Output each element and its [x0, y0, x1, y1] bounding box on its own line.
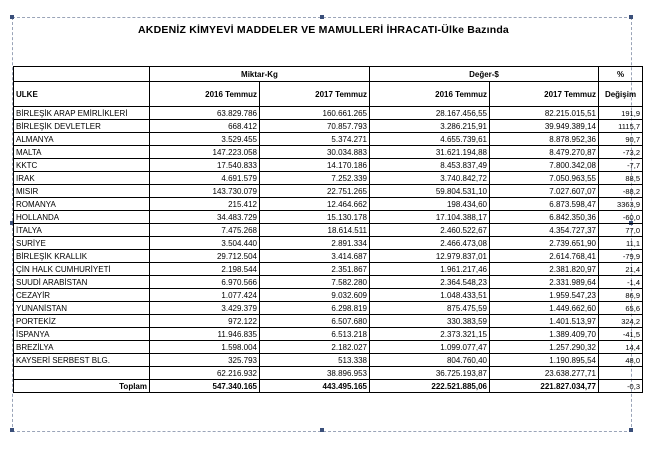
table-row [14, 211, 643, 224]
kg-2017-cell: 160.661.265 [260, 107, 370, 120]
header-kg-2017: 2017 Temmuz [260, 82, 370, 107]
usd-2017-cell: 1.389.409,70 [490, 328, 599, 341]
table-row [14, 146, 643, 159]
table-row [14, 302, 643, 315]
resize-handle-top-right[interactable] [629, 15, 633, 19]
change-cell: -41,5 [599, 328, 643, 341]
header-ulke: ULKE [14, 82, 150, 107]
usd-2016-cell: 1.048.433,51 [370, 289, 490, 302]
kg-2017-cell: 513.338 [260, 354, 370, 367]
usd-2017-cell: 1.401.513,97 [490, 315, 599, 328]
change-cell [599, 367, 643, 380]
usd-2016-cell: 2.373.321,15 [370, 328, 490, 341]
kg-2017-cell: 14.170.186 [260, 159, 370, 172]
usd-2016-cell: 1.099.077,47 [370, 341, 490, 354]
country-cell: BREZİLYA [14, 341, 150, 354]
kg-2017-cell: 2.182.027 [260, 341, 370, 354]
country-cell: MALTA [14, 146, 150, 159]
resize-handle-bottom-mid[interactable] [320, 428, 324, 432]
usd-2017-cell: 2.739.651,90 [490, 237, 599, 250]
usd-2017-cell: 1.257.290,32 [490, 341, 599, 354]
kg-2017-cell: 7.582.280 [260, 276, 370, 289]
kg-2017-cell: 22.751.265 [260, 185, 370, 198]
change-cell: 324,2 [599, 315, 643, 328]
header-usd-2017: 2017 Temmuz [490, 82, 599, 107]
usd-2016-cell: 2.460.522,67 [370, 224, 490, 237]
usd-2016-cell: 3.740.842,72 [370, 172, 490, 185]
change-cell: 86,9 [599, 289, 643, 302]
country-cell: ROMANYA [14, 198, 150, 211]
kg-2016-cell: 2.198.544 [150, 263, 260, 276]
table-row [14, 198, 643, 211]
usd-2017-cell: 1.959.547,23 [490, 289, 599, 302]
usd-2017-cell: 1.449.662,60 [490, 302, 599, 315]
kg-2017-cell: 12.464.662 [260, 198, 370, 211]
header-usd-2016: 2016 Temmuz [370, 82, 490, 107]
table-row [14, 185, 643, 198]
country-cell: İTALYA [14, 224, 150, 237]
table-row [14, 133, 643, 146]
usd-2016-cell: 804.760,40 [370, 354, 490, 367]
usd-2016-cell: 2.364.548,23 [370, 276, 490, 289]
kg-2017-cell: 5.374.271 [260, 133, 370, 146]
kg-2017-cell: 70.857.793 [260, 120, 370, 133]
country-cell: CEZAYİR [14, 289, 150, 302]
table-row [14, 328, 643, 341]
kg-2017-cell: 9.032.609 [260, 289, 370, 302]
usd-2016-cell: 3.286.215,91 [370, 120, 490, 133]
usd-2017-cell: 7.050.963,55 [490, 172, 599, 185]
header-deger: Değer-$ [370, 67, 599, 82]
usd-2016-cell: 17.104.388,17 [370, 211, 490, 224]
kg-2016-cell: 215.412 [150, 198, 260, 211]
kg-2017-cell: 38.896.953 [260, 367, 370, 380]
kg-2016-cell: 4.691.579 [150, 172, 260, 185]
header-miktar: Miktar-Kg [150, 67, 370, 82]
table-row [14, 341, 643, 354]
country-cell: IRAK [14, 172, 150, 185]
country-cell: İSPANYA [14, 328, 150, 341]
usd-2017-cell: 2.381.820,97 [490, 263, 599, 276]
kg-2017-cell: 6.507.680 [260, 315, 370, 328]
country-cell: SURİYE [14, 237, 150, 250]
change-cell: 21,4 [599, 263, 643, 276]
change-cell: 90,7 [599, 133, 643, 146]
total-usd-2016: 222.521.885,06 [370, 380, 490, 393]
usd-2016-cell: 31.621.194,88 [370, 146, 490, 159]
country-cell: MISIR [14, 185, 150, 198]
kg-2016-cell: 34.483.729 [150, 211, 260, 224]
usd-2017-cell: 7.027.607,07 [490, 185, 599, 198]
table-row [14, 354, 643, 367]
total-label: Toplam [14, 380, 150, 393]
change-cell: 11,1 [599, 237, 643, 250]
resize-handle-top-left[interactable] [10, 15, 14, 19]
kg-2017-cell: 2.891.334 [260, 237, 370, 250]
kg-2017-cell: 3.414.687 [260, 250, 370, 263]
header-percent: % [599, 67, 643, 82]
usd-2016-cell: 4.655.739,61 [370, 133, 490, 146]
change-cell: 88,5 [599, 172, 643, 185]
table-row [14, 250, 643, 263]
change-cell: -60,0 [599, 211, 643, 224]
kg-2017-cell: 6.513.218 [260, 328, 370, 341]
country-cell: ÇİN HALK CUMHURİYETİ [14, 263, 150, 276]
table-row [14, 315, 643, 328]
usd-2016-cell: 59.804.531,10 [370, 185, 490, 198]
table-row [14, 107, 643, 120]
kg-2016-cell: 3.429.379 [150, 302, 260, 315]
usd-2016-cell: 198.434,60 [370, 198, 490, 211]
table-row [14, 120, 643, 133]
header-group-row [14, 67, 643, 82]
kg-2016-cell: 11.946.835 [150, 328, 260, 341]
usd-2017-cell: 23.638.277,71 [490, 367, 599, 380]
country-cell: PORTEKİZ [14, 315, 150, 328]
kg-2016-cell: 972.122 [150, 315, 260, 328]
usd-2017-cell: 2.331.989,64 [490, 276, 599, 289]
table-row [14, 367, 643, 380]
country-cell: BİRLEŞİK KRALLIK [14, 250, 150, 263]
kg-2016-cell: 1.598.004 [150, 341, 260, 354]
kg-2017-cell: 30.034.883 [260, 146, 370, 159]
change-cell: -7,7 [599, 159, 643, 172]
change-cell: -1,4 [599, 276, 643, 289]
usd-2017-cell: 8.479.270,87 [490, 146, 599, 159]
kg-2016-cell: 143.730.079 [150, 185, 260, 198]
resize-handle-bottom-left[interactable] [10, 428, 14, 432]
usd-2017-cell: 39.949.389,14 [490, 120, 599, 133]
usd-2016-cell: 875.475,59 [370, 302, 490, 315]
total-change: -0,3 [599, 380, 643, 393]
usd-2017-cell: 6.842.350,36 [490, 211, 599, 224]
kg-2016-cell: 147.223.058 [150, 146, 260, 159]
kg-2017-cell: 2.351.867 [260, 263, 370, 276]
country-cell: KKTC [14, 159, 150, 172]
header-degisim: Değişim [599, 82, 643, 107]
table-row [14, 159, 643, 172]
table-row [14, 237, 643, 250]
usd-2016-cell: 330.383,59 [370, 315, 490, 328]
usd-2017-cell: 2.614.768,41 [490, 250, 599, 263]
country-cell: BİRLEŞİK ARAP EMİRLİKLERİ [14, 107, 150, 120]
table-row [14, 276, 643, 289]
change-cell: 1115,7 [599, 120, 643, 133]
change-cell: 14,4 [599, 341, 643, 354]
usd-2016-cell: 1.961.217,46 [370, 263, 490, 276]
usd-2016-cell: 8.453.837,49 [370, 159, 490, 172]
total-kg-2016: 547.340.165 [150, 380, 260, 393]
usd-2017-cell: 4.354.727,37 [490, 224, 599, 237]
kg-2017-cell: 7.252.339 [260, 172, 370, 185]
kg-2016-cell: 29.712.504 [150, 250, 260, 263]
change-cell: 3363,9 [599, 198, 643, 211]
header-blank [14, 67, 150, 82]
change-cell: -88,2 [599, 185, 643, 198]
country-cell: YUNANİSTAN [14, 302, 150, 315]
country-cell: SUUDİ ARABİSTAN [14, 276, 150, 289]
country-cell [14, 367, 150, 380]
usd-2017-cell: 8.878.952,36 [490, 133, 599, 146]
usd-2016-cell: 28.167.456,55 [370, 107, 490, 120]
table-row [14, 224, 643, 237]
change-cell: -73,2 [599, 146, 643, 159]
table-row [14, 263, 643, 276]
kg-2016-cell: 62.216.932 [150, 367, 260, 380]
country-cell: ALMANYA [14, 133, 150, 146]
country-cell: BİRLEŞİK DEVLETLER [14, 120, 150, 133]
usd-2016-cell: 36.725.193,87 [370, 367, 490, 380]
kg-2016-cell: 7.475.268 [150, 224, 260, 237]
export-table [13, 66, 643, 393]
kg-2016-cell: 668.412 [150, 120, 260, 133]
country-cell: KAYSERİ SERBEST BLG. [14, 354, 150, 367]
header-row [14, 82, 643, 107]
usd-2017-cell: 1.190.895,54 [490, 354, 599, 367]
kg-2016-cell: 17.540.833 [150, 159, 260, 172]
table-title: AKDENİZ KİMYEVİ MADDELER VE MAMULLERİ İHRACATI-Ülke Bazında [138, 24, 509, 36]
change-cell: -79,9 [599, 250, 643, 263]
kg-2016-cell: 325.793 [150, 354, 260, 367]
kg-2016-cell: 6.970.566 [150, 276, 260, 289]
kg-2016-cell: 63.829.786 [150, 107, 260, 120]
change-cell: 48,0 [599, 354, 643, 367]
usd-2017-cell: 6.873.598,47 [490, 198, 599, 211]
usd-2017-cell: 7.800.342,08 [490, 159, 599, 172]
kg-2017-cell: 6.298.819 [260, 302, 370, 315]
header-kg-2016: 2016 Temmuz [150, 82, 260, 107]
usd-2016-cell: 12.979.837,01 [370, 250, 490, 263]
usd-2016-cell: 2.466.473,08 [370, 237, 490, 250]
kg-2016-cell: 3.504.440 [150, 237, 260, 250]
table-row [14, 289, 643, 302]
change-cell: 65,6 [599, 302, 643, 315]
change-cell: 191,9 [599, 107, 643, 120]
kg-2017-cell: 15.130.178 [260, 211, 370, 224]
kg-2016-cell: 1.077.424 [150, 289, 260, 302]
total-usd-2017: 221.827.034,77 [490, 380, 599, 393]
resize-handle-top-mid[interactable] [320, 15, 324, 19]
change-cell: 77,0 [599, 224, 643, 237]
usd-2017-cell: 82.215.015,51 [490, 107, 599, 120]
total-row [14, 380, 643, 393]
country-cell: HOLLANDA [14, 211, 150, 224]
table-row [14, 172, 643, 185]
total-kg-2017: 443.495.165 [260, 380, 370, 393]
resize-handle-bottom-right[interactable] [629, 428, 633, 432]
kg-2017-cell: 18.614.511 [260, 224, 370, 237]
kg-2016-cell: 3.529.455 [150, 133, 260, 146]
